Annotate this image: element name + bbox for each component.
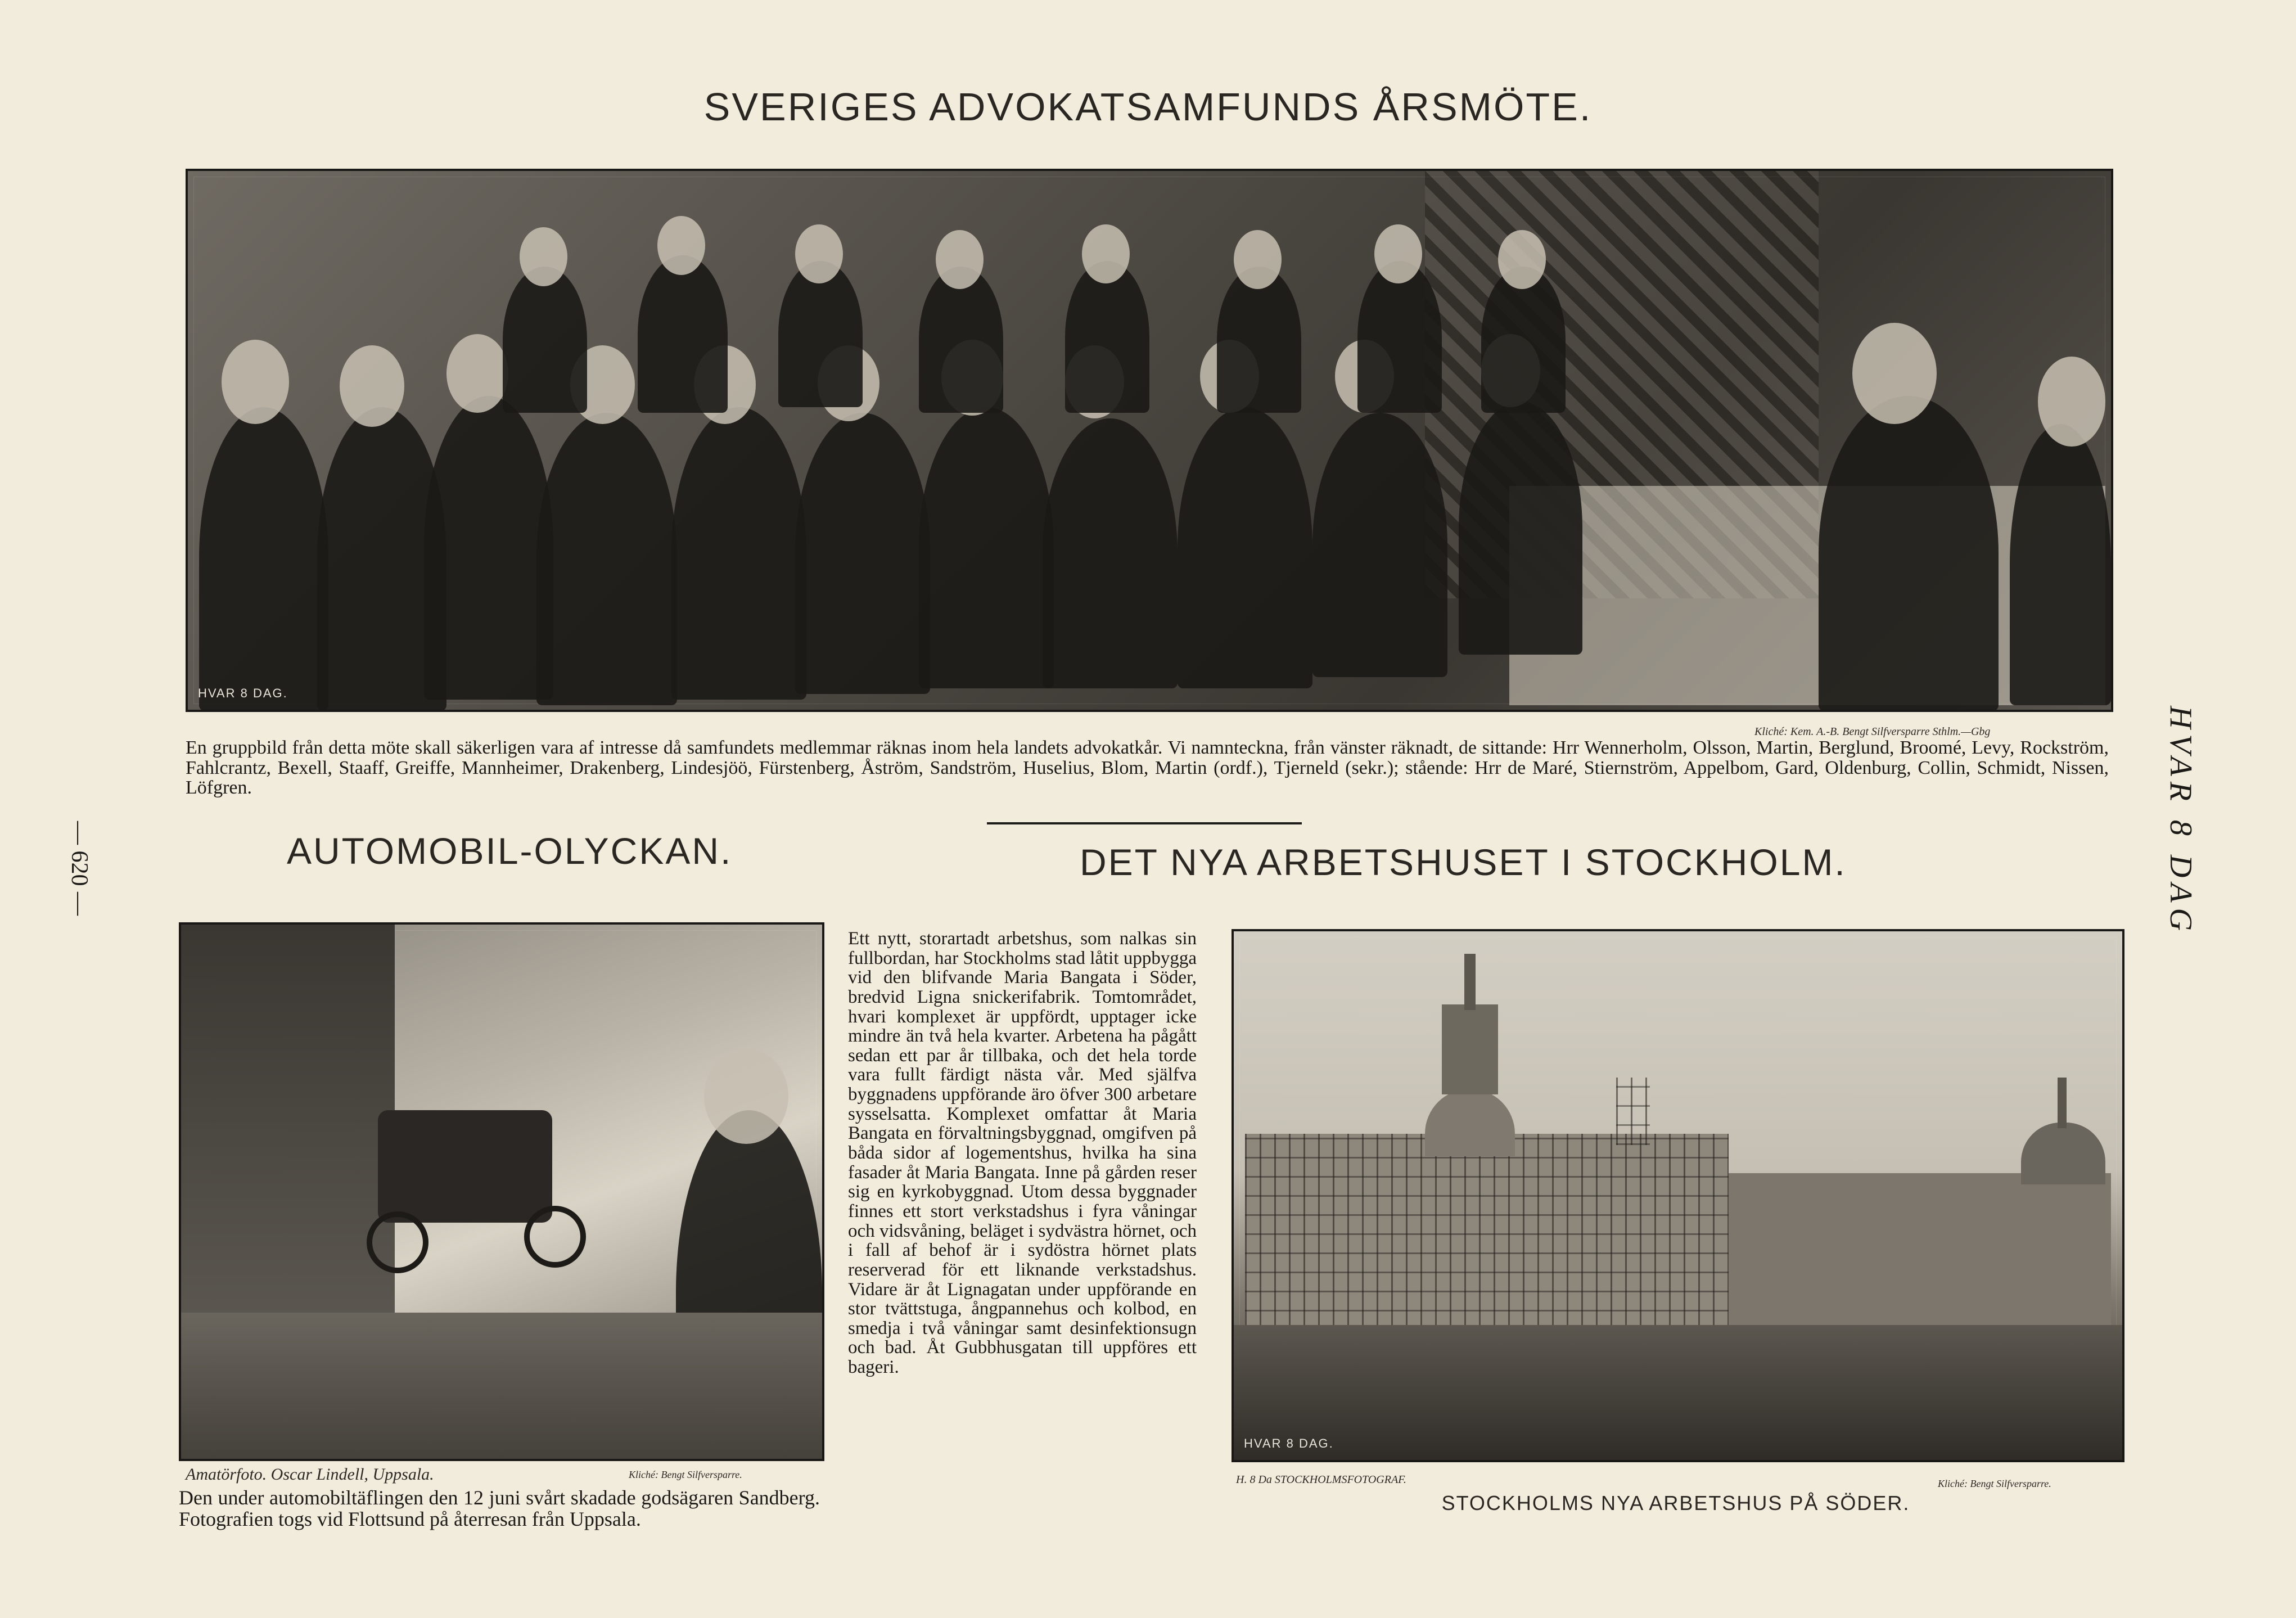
right-article-title: DET NYA ARBETSHUSET I STOCKHOLM. <box>1080 841 1847 883</box>
right-cliche-credit: Kliché: Bengt Silfversparre. <box>1938 1478 2051 1489</box>
automobile-accident-photo <box>179 922 824 1461</box>
photo-stamp: HVAR 8 DAG. <box>1244 1436 1334 1450</box>
top-caption: En gruppbild från detta möte skall säkerligen vara af intresse då samfundets medlemmar räknas inom hela landets advokatkår. Vi namnteckna, från vänster räknadt, de sittande: Hrr Wennerholm, Olsson, Martin, Berglund, Broomé, Levy, Rockström, Fahlcrantz, Bexell, Staaff, Greiffe, Mannheimer, Drakenberg, Lindesjöö, Fürstenberg, Åström, Sandström, Huselius, Blom, Martin (ordf.), Tjerneld (sekr.); stående: Hrr de Maré, Stiernström, Appelbom, Gard, Oldenburg, Collin, Schmidt, Nissen, Löfgren. <box>186 737 2109 799</box>
left-article-title: AUTOMOBIL-OLYCKAN. <box>287 830 733 872</box>
side-header: HVAR 8 DAG <box>2163 706 2198 936</box>
left-cliche-credit: Kliché: Bengt Silfversparre. <box>629 1469 742 1480</box>
group-photo <box>186 169 2113 712</box>
top-article-title: SVERIGES ADVOKATSAMFUNDS ÅRSMÖTE. <box>703 85 1593 129</box>
right-caption: STOCKHOLMS NYA ARBETSHUS PÅ SÖDER. <box>1441 1491 1910 1515</box>
photo-stamp: HVAR 8 DAG. <box>198 686 288 700</box>
left-photo-credit: Amatörfoto. Oscar Lindell, Uppsala. <box>186 1465 434 1484</box>
article-body: Ett nytt, storartadt arbetshus, som nalkas sin fullbordan, har Stockholms stad låtit uppbygga vid den blifvande Maria Bangata i Söder, bredvid Ligna snickerifabrik. Tomtområdet, hvari komplexet är uppfördt, upptager icke mindre än två hela kvarter. Arbetena ha pågått sedan ett par år tillbaka, och det hela torde vara fullt färdigt nästa vår. Med själfva byggnadens uppförande äro öfver 300 arbetare sysselsatta. Komplexet omfattar åt Maria Bangata en förvaltningsbyggnad, omgifven på båda sidor af logementshus, hvilka ha sina fasader åt Maria Bangata. Inne på gården reser sig en kyrkobyggnad. Utom dessa byggnader finnes ett stort verkstadshus i fyra våningar och vidsvåning, beläget i sydvästra hörnet, och i fall af behof är i sydöstra hörnet plats reserverad för ett liknande verkstadshus. Vidare är åt Lignagatan under uppförande en stor tvättstuga, ångpannehus och kolbod, en smedja i två våningar samt desinfektionsugn och bad. Åt Gubbhusgatan till uppföres ett bageri. <box>848 929 1197 1378</box>
right-photo-credit: H. 8 Da STOCKHOLMSFOTOGRAF. <box>1236 1473 1406 1486</box>
top-photo-credit: Kliché: Kem. A.-B. Bengt Silfversparre Sthlm.—Gbg <box>1754 725 1991 738</box>
workhouse-photo <box>1232 929 2124 1462</box>
left-caption: Den under automobiltäflingen den 12 juni svårt skadade godsägaren Sandberg. Fotografien togs vid Flottsund på återresan från Uppsala. <box>179 1486 820 1530</box>
divider <box>987 822 1302 824</box>
page-number: — 620 — <box>66 821 92 916</box>
